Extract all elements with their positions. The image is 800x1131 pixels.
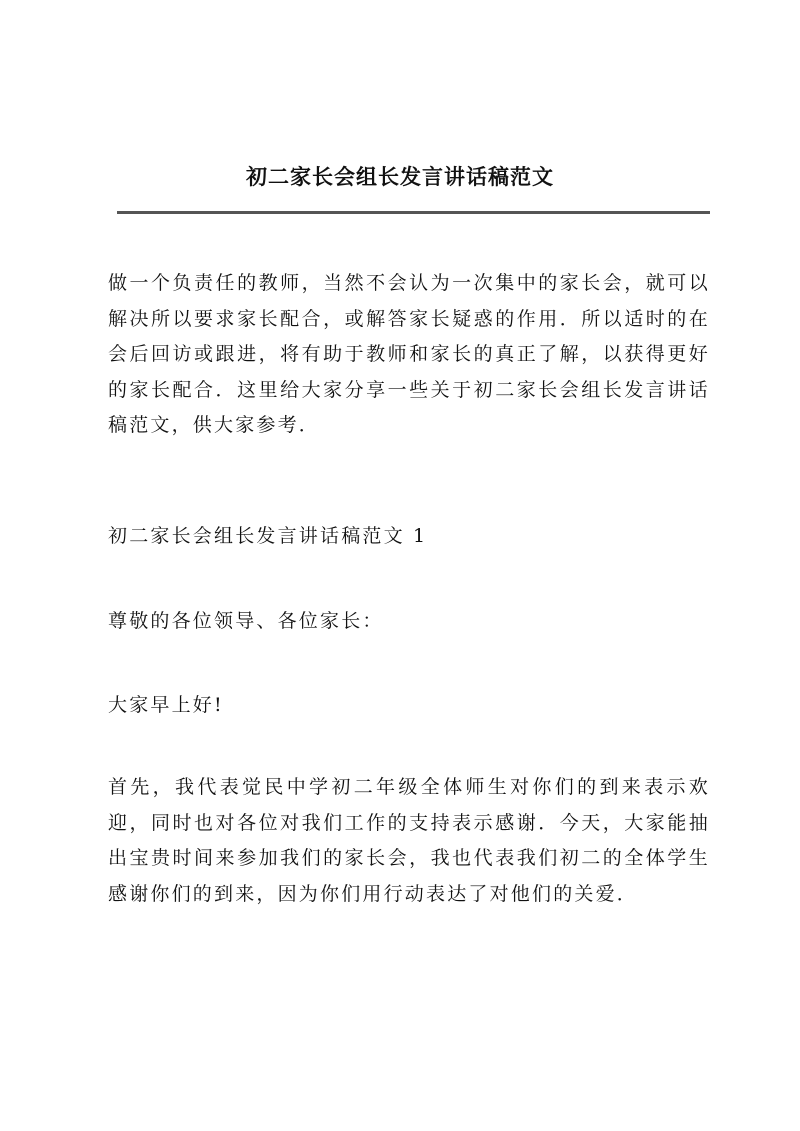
document-title: 初二家长会组长发言讲话稿范文 <box>246 164 554 189</box>
salutation-line: 尊敬的各位领导、各位家长： <box>108 610 384 632</box>
body-paragraph: 首先，我代表觉民中学初二年级全体师生对你们的到来表示欢迎，同时也对各位对我们工作的支持表示感谢．今天，大家能抽出宝贵时间来参加我们的家长会，我也代表我们初二的全体学生感谢你们的到来，因为你们用行动表达了对他们的关爱． <box>108 776 710 905</box>
section-subtitle: 初二家长会组长发言讲话稿范文 1 <box>108 525 428 547</box>
greeting-line: 大家早上好! <box>108 694 224 716</box>
title-divider <box>117 211 710 214</box>
intro-paragraph: 做一个负责任的教师，当然不会认为一次集中的家长会，就可以解决所以要求家长配合，或解答家长疑惑的作用．所以适时的在会后回访或跟进，将有助于教师和家长的真正了解，以获得更好的家长配合．这里给大家分享一些关于初二家长会组长发言讲话稿范文，供大家参考． <box>108 272 710 437</box>
